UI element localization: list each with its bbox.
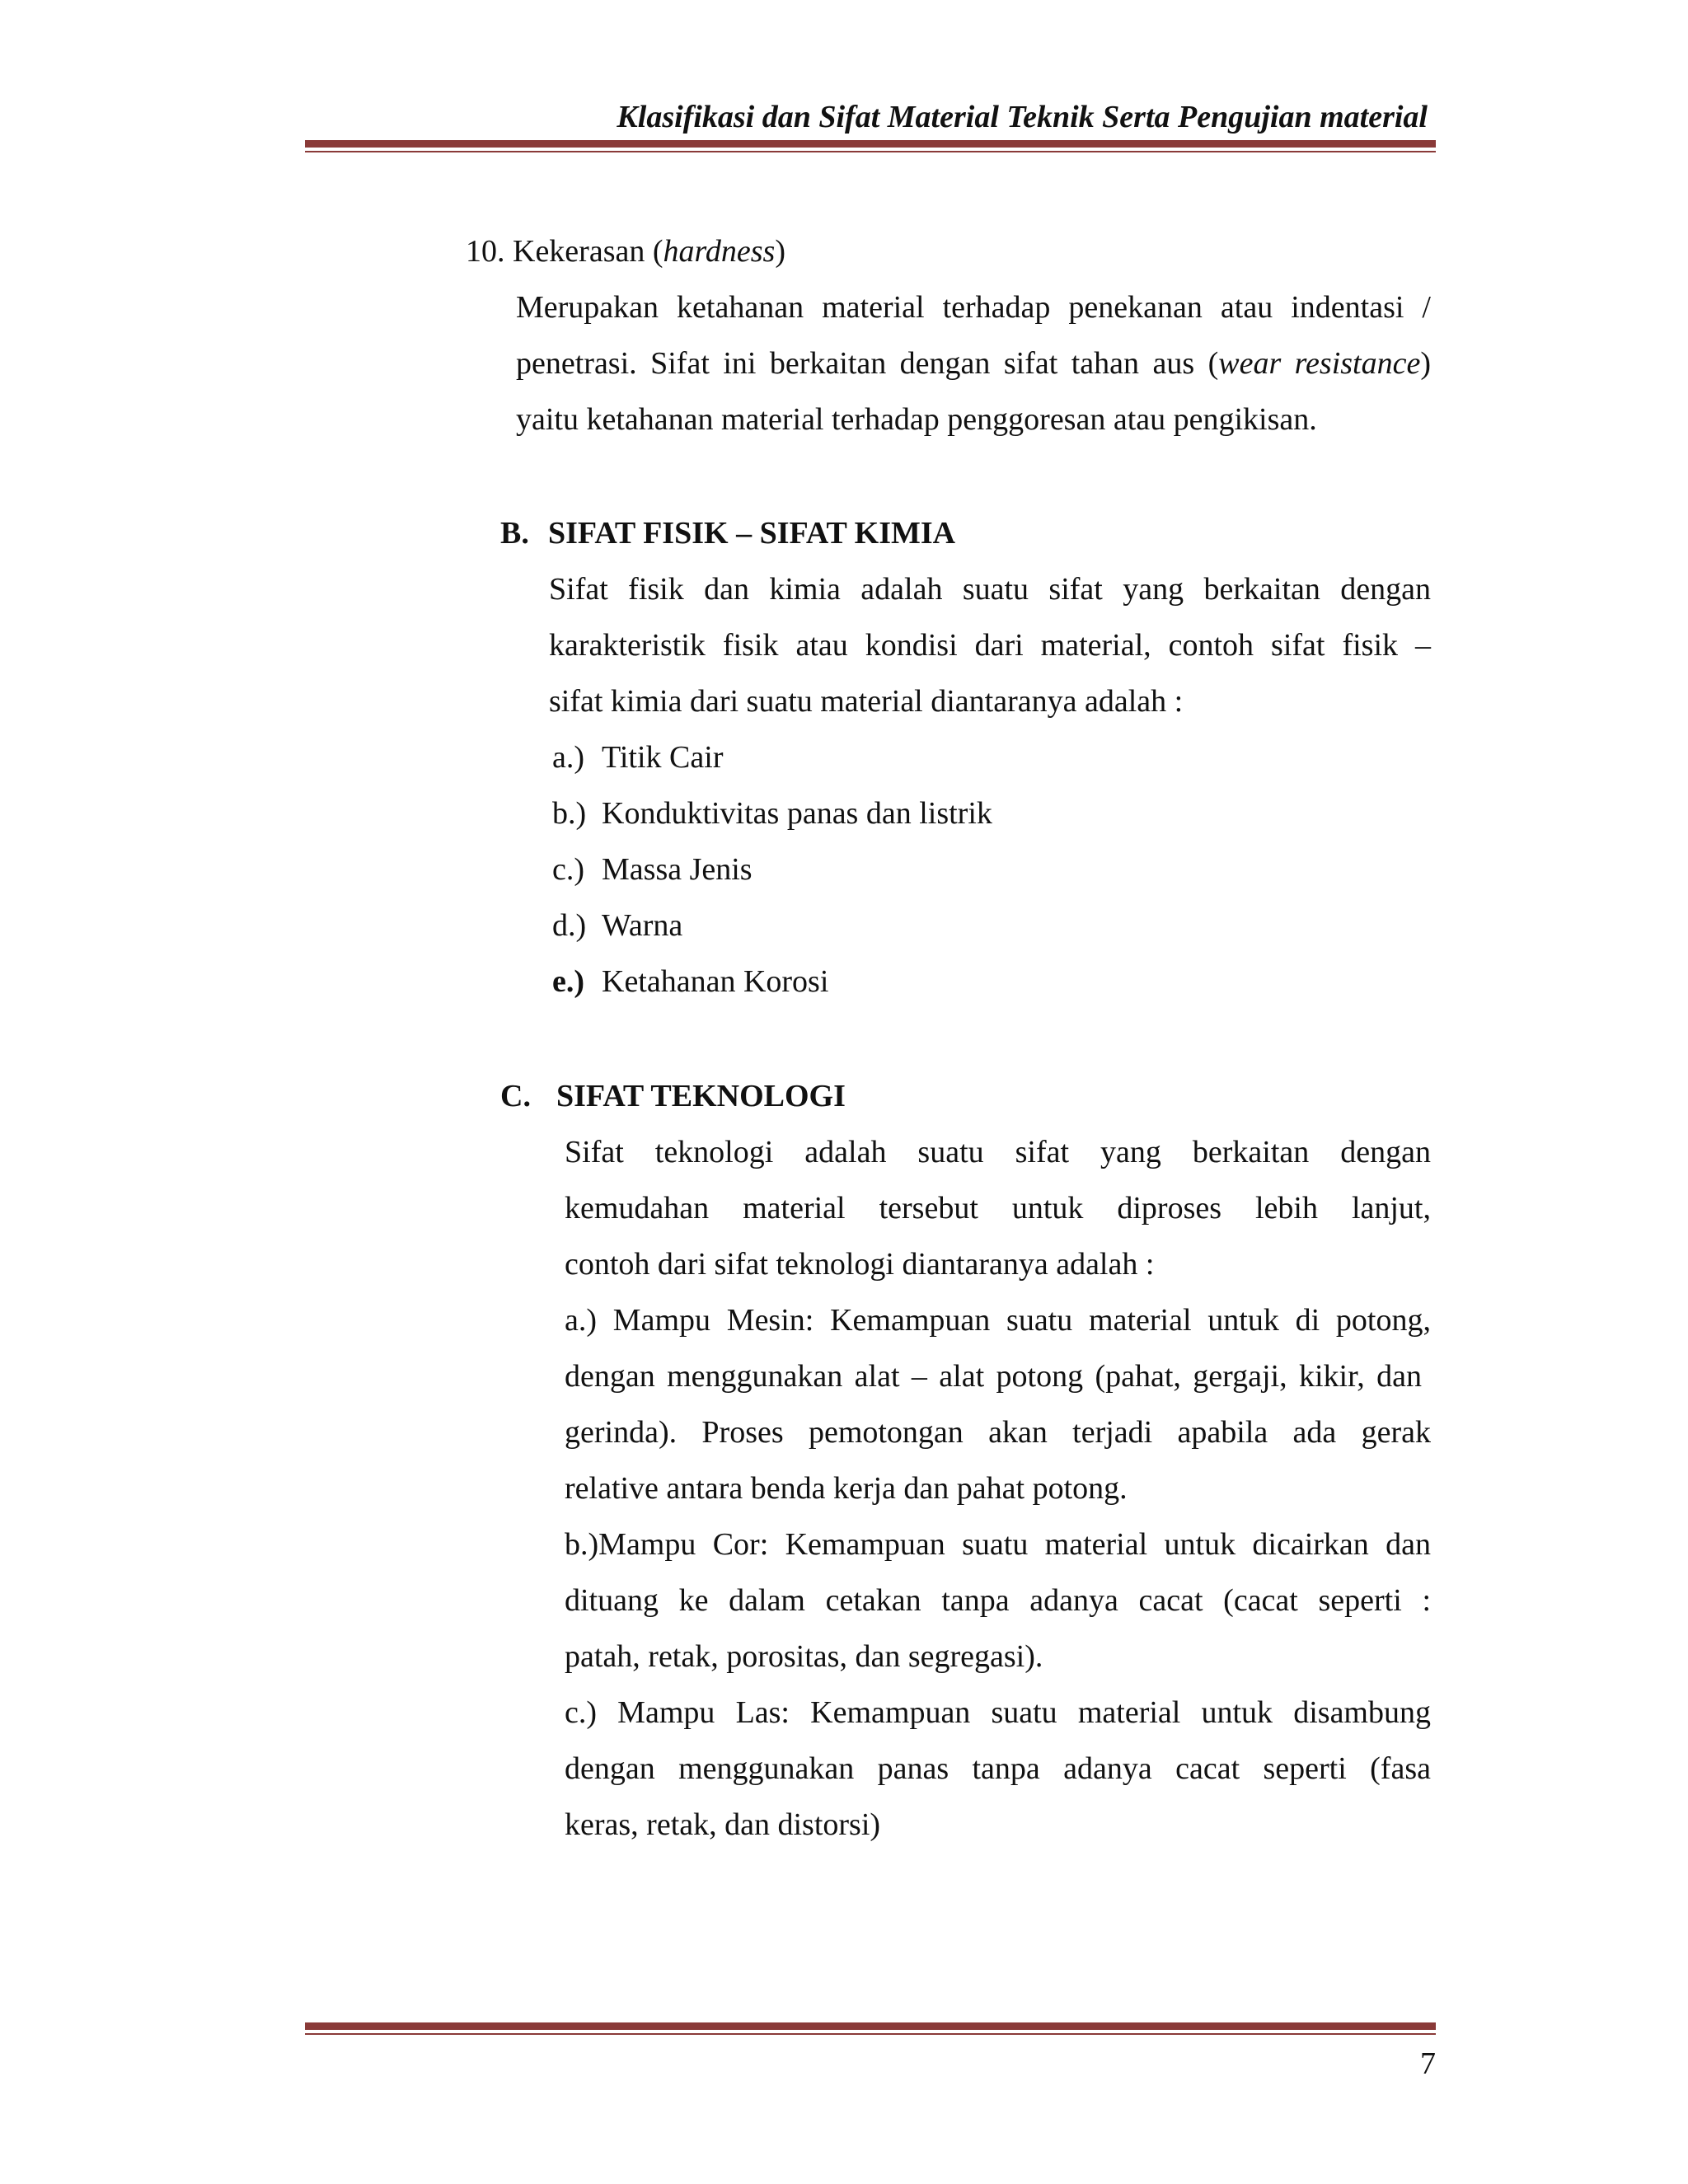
paragraph-line: dengan menggunakan panas tanpa adanya cacat seperti (fasa (565, 1751, 1431, 1786)
list-item: a.) Titik Cair (552, 740, 724, 775)
paragraph-line: contoh dari sifat teknologi diantaranya adalah : (565, 1247, 1155, 1282)
paragraph-line: b.)Mampu Cor: Kemampuan suatu material untuk dicairkan dan (565, 1527, 1431, 1562)
paragraph-line: dengan menggunakan alat – alat potong (pahat, gergaji, kikir, dan (565, 1359, 1422, 1394)
paragraph-line: patah, retak, porositas, dan segregasi). (565, 1639, 1043, 1674)
paragraph-line: penetrasi. Sifat ini berkaitan dengan sifat tahan aus (wear resistance) (516, 346, 1432, 381)
list-item: e.) Ketahanan Korosi (552, 964, 829, 999)
paragraph-line: karakteristik fisik atau kondisi dari material, contoh sifat fisik – (549, 628, 1431, 663)
paragraph-line: yaitu ketahanan material terhadap penggoresan atau pengikisan. (516, 402, 1317, 437)
section-b-heading: B. SIFAT FISIK – SIFAT KIMIA (500, 516, 956, 551)
list-item: d.) Warna (552, 908, 683, 943)
list-item: c.) Massa Jenis (552, 852, 753, 887)
paragraph-line: c.) Mampu Las: Kemampuan suatu material untuk disambung (565, 1695, 1431, 1730)
footer-rule (305, 2022, 1436, 2035)
paragraph-line: gerinda). Proses pemotongan akan terjadi apabila ada gerak (565, 1415, 1431, 1450)
page-number: 7 (1420, 2046, 1436, 2081)
paragraph-line: a.) Mampu Mesin: Kemampuan suatu material untuk di potong, (565, 1303, 1431, 1338)
running-header: Klasifikasi dan Sifat Material Teknik Serta Pengujian material (617, 100, 1428, 134)
paragraph-line: Sifat fisik dan kimia adalah suatu sifat yang berkaitan dengan (549, 572, 1431, 607)
item-10-title: 10. Kekerasan (hardness) (466, 234, 785, 269)
paragraph-line: keras, retak, dan distorsi) (565, 1807, 881, 1842)
paragraph-line: relative antara benda kerja dan pahat potong. (565, 1471, 1128, 1506)
list-item: b.) Konduktivitas panas dan listrik (552, 796, 992, 831)
header-rule (305, 140, 1436, 152)
paragraph-line: kemudahan material tersebut untuk diproses lebih lanjut, (565, 1191, 1431, 1226)
paragraph-line: dituang ke dalam cetakan tanpa adanya cacat (cacat seperti : (565, 1583, 1431, 1618)
section-c-heading: C. SIFAT TEKNOLOGI (500, 1079, 846, 1113)
paragraph-line: Sifat teknologi adalah suatu sifat yang berkaitan dengan (565, 1135, 1431, 1169)
paragraph-line: Merupakan ketahanan material terhadap penekanan atau indentasi / (516, 290, 1431, 325)
paragraph-line: sifat kimia dari suatu material diantaranya adalah : (549, 684, 1184, 719)
